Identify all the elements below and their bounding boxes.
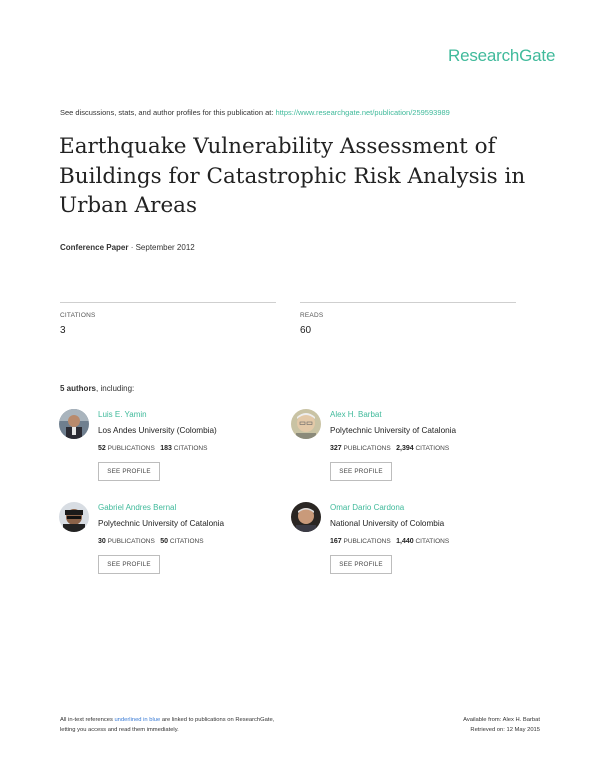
author-name[interactable]: Luis E. Yamin [98, 410, 147, 419]
footer-line-1 [60, 716, 274, 726]
available-from: Available from: Alex H. Barbat [463, 717, 540, 723]
publications-label: PUBLICATIONS [343, 538, 391, 545]
author-affiliation: National University of Colombia [330, 519, 445, 528]
footer-text: are linked to publications on ResearchGate, [160, 717, 275, 723]
author-citations-label: CITATIONS [169, 538, 204, 545]
publication-link[interactable]: https://www.researchgate.net/publication/259593989 [275, 108, 450, 117]
citations-label: CITATIONS [60, 312, 96, 319]
citations-value: 3 [60, 325, 66, 336]
authors-suffix: , including: [96, 384, 135, 393]
meta-separator: · [128, 243, 136, 252]
see-profile-button[interactable]: SEE PROFILE [98, 462, 160, 481]
author-avatar[interactable] [59, 409, 89, 439]
publications-label: PUBLICATIONS [343, 445, 391, 452]
publications-count: 167 [330, 538, 342, 545]
author-stats [330, 445, 449, 452]
citations-count: 1,440 [396, 538, 414, 545]
citations-count: 50 [160, 538, 169, 545]
authors-heading [60, 384, 134, 393]
reads-label: READS [300, 312, 324, 319]
author-citations-label: CITATIONS [415, 445, 450, 452]
author-citations-label: CITATIONS [173, 445, 208, 452]
retrieved-on: Retrieved on: 12 May 2015 [470, 726, 540, 733]
author-stats [330, 538, 449, 545]
author-avatar[interactable] [291, 502, 321, 532]
see-profile-button[interactable]: SEE PROFILE [330, 555, 392, 574]
footer-availability [463, 716, 540, 735]
author-name[interactable]: Alex H. Barbat [330, 410, 382, 419]
see-profile-button[interactable]: SEE PROFILE [98, 555, 160, 574]
citations-count: 183 [160, 445, 172, 452]
researchgate-logo[interactable]: ResearchGate [448, 46, 556, 65]
publications-count: 327 [330, 445, 342, 452]
footer-text: All in-text references [60, 717, 115, 723]
publications-label: PUBLICATIONS [107, 538, 155, 545]
author-avatar[interactable] [291, 409, 321, 439]
see-profile-button[interactable]: SEE PROFILE [330, 462, 392, 481]
footer-note [60, 716, 274, 735]
author-affiliation: Polytechnic University of Catalonia [98, 519, 225, 528]
author-name[interactable]: Omar Dario Cardona [330, 503, 405, 512]
author-affiliation: Polytechnic University of Catalonia [330, 426, 457, 435]
publications-count: 52 [98, 445, 106, 452]
discussion-text: See discussions, stats, and author profiles for this publication at: [60, 108, 274, 117]
citations-divider [60, 302, 276, 303]
author-stats [98, 445, 207, 452]
authors-count: 5 authors [60, 384, 97, 393]
footer-line-2: letting you access and read them immediately. [60, 726, 179, 733]
reads-divider [300, 302, 516, 303]
paper-date: September 2012 [135, 243, 195, 252]
author-affiliation: Los Andes University (Colombia) [98, 426, 217, 435]
publications-label: PUBLICATIONS [107, 445, 155, 452]
citations-count: 2,394 [396, 445, 414, 452]
paper-type: Conference Paper [60, 243, 129, 252]
footer-link-highlight: underlined in blue [114, 717, 161, 723]
author-citations-label: CITATIONS [415, 538, 450, 545]
discussion-notice [60, 108, 450, 117]
author-name[interactable]: Gabriel Andres Bernal [98, 503, 177, 512]
author-avatar[interactable] [59, 502, 89, 532]
paper-title: Earthquake Vulnerability Assessment of Buildings for Catastrophic Risk Analysis in Urban Areas [59, 134, 526, 218]
publications-count: 30 [98, 538, 106, 545]
author-stats [98, 538, 204, 545]
reads-value: 60 [300, 325, 312, 336]
paper-meta [60, 243, 195, 252]
